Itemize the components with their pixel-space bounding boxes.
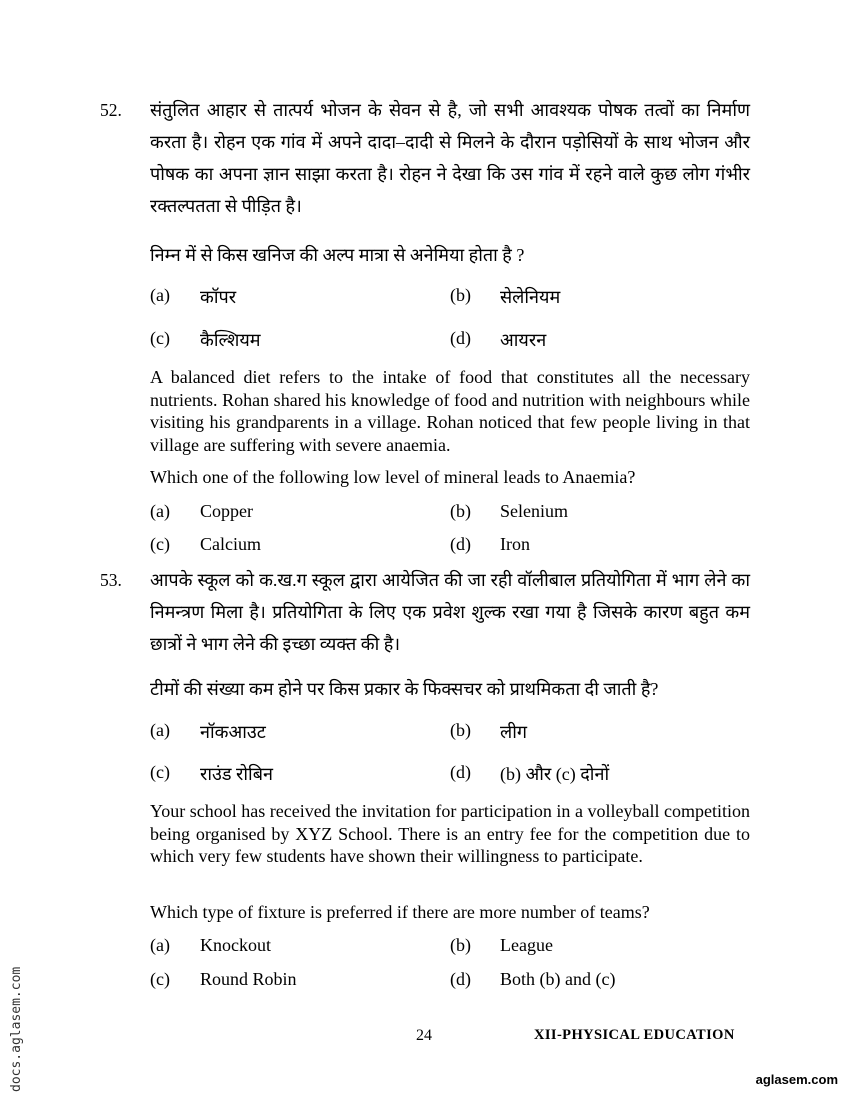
option-label: (d) [450, 534, 471, 554]
option-text: Iron [500, 534, 530, 554]
option-text: आयरन [500, 330, 547, 350]
option-text: Copper [200, 501, 253, 521]
option-text: Both (b) and (c) [500, 969, 616, 989]
option-label: (d) [450, 969, 471, 989]
option-label: (d) [450, 762, 471, 782]
option-label: (b) [450, 935, 471, 955]
hindi-question: टीमों की संख्या कम होने पर किस प्रकार के फिक्सचर को प्राथमिकता दी जाती है? [150, 679, 659, 699]
side-watermark: docs.aglasem.com [9, 966, 24, 1092]
question-number: 52. [100, 100, 122, 120]
english-question: Which one of the following low level of mineral leads to Anaemia? [150, 467, 636, 487]
option-row [150, 762, 750, 784]
option-text: League [500, 935, 553, 955]
option-text: Round Robin [200, 969, 297, 989]
english-paragraph: Your school has received the invitation for participation in a volleyball competition being organised by XYZ School. There is an entry fee for the competition due to which very few students have shown their willingness to participate. [150, 801, 750, 866]
option-label: (a) [150, 720, 170, 740]
option-label: (c) [150, 969, 170, 989]
hindi-question: निम्न में से किस खनिज की अल्प मात्रा से अनेमिया होता है ? [150, 245, 525, 265]
option-row [150, 935, 750, 957]
option-label: (d) [450, 328, 471, 348]
option-text: Knockout [200, 935, 271, 955]
option-text: कॉपर [200, 287, 237, 307]
hindi-paragraph: आपके स्कूल को क.ख.ग स्कूल द्वारा आयेजित की जा रही वॉलीबाल प्रतियोगिता में भाग लेने का निमन्त्रण मिला है। प्रतियोगिता के लिए एक प्रवेश शुल्क रखा गया है जिसके कारण बहुत कम छात्रों ने भाग लेने की इच्छा व्यक्त की है। [150, 570, 750, 654]
option-row [150, 501, 750, 523]
option-text: Calcium [200, 534, 261, 554]
option-text: नॉकआउट [200, 722, 266, 742]
option-label: (c) [150, 534, 170, 554]
option-row [150, 328, 750, 350]
option-text: सेलेनियम [500, 287, 561, 307]
option-text: (b) और (c) दोनों [500, 764, 610, 784]
option-text: Selenium [500, 501, 568, 521]
option-label: (a) [150, 935, 170, 955]
option-label: (c) [150, 328, 170, 348]
option-label: (b) [450, 720, 471, 740]
option-text: राउंड रोबिन [200, 764, 273, 784]
option-text: लीग [500, 722, 527, 742]
option-label: (c) [150, 762, 170, 782]
english-paragraph: A balanced diet refers to the intake of food that constitutes all the necessary nutrients. Rohan shared his knowledge of food and nutrition with neighbours while visiting his grandparents in a village. Rohan noticed that few people living in that village are suffering with severe anaemia. [150, 367, 750, 455]
subject-footer: XII-PHYSICAL EDUCATION [534, 1027, 735, 1043]
option-label: (a) [150, 501, 170, 521]
page-number: 24 [416, 1027, 432, 1044]
option-row [150, 969, 750, 991]
option-label: (b) [450, 285, 471, 305]
option-row [150, 285, 750, 307]
brand-watermark: aglasem.com [755, 1072, 838, 1087]
option-row [150, 534, 750, 556]
option-label: (b) [450, 501, 471, 521]
hindi-paragraph: संतुलित आहार से तात्पर्य भोजन के सेवन से है, जो सभी आवश्यक पोषक तत्वों का निर्माण करता है। रोहन एक गांव में अपने दादा–दादी से मिलने के दौरान पड़ोसियों के साथ भोजन और पोषक का अपना ज्ञान साझा करता है। रोहन ने देखा कि उस गांव में रहने वाले कुछ लोग गंभीर रक्तल्पतता से पीड़ित है। [150, 100, 750, 216]
option-label: (a) [150, 285, 170, 305]
english-question: Which type of fixture is preferred if there are more number of teams? [150, 902, 650, 922]
option-text: कैल्शियम [200, 330, 261, 350]
question-number: 53. [100, 570, 122, 590]
option-row [150, 720, 750, 742]
